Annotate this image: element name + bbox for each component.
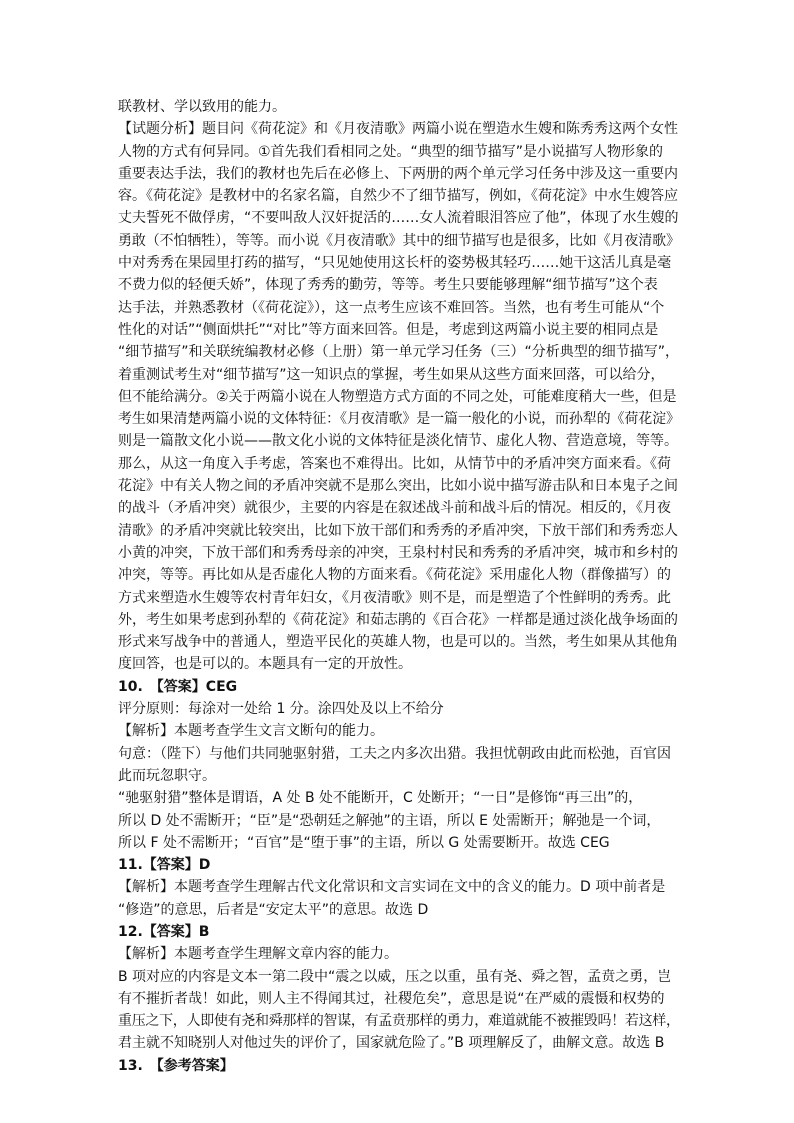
- text-line: 所以 F 处不需断开；“百官”是“堕于事”的主语，所以 G 处需要断开。故选 CEG: [118, 834, 610, 851]
- text-line: 方式来塑造水生嫂等农村青年妇女，《月夜清歌》则不是，而是塑造了个性鲜明的秀秀。此: [118, 589, 671, 606]
- text-line: “驰驱射猎”整体是谓语，A 处 B 处不能断开，C 处断开；“一日”是修饰“再三出”的，: [118, 790, 643, 807]
- text-line: 丈夫誓死不做俘虏，“不要叫敌人汉奸捉活的……女人流着眼泪答应了他”，体现了水生嫂的: [118, 210, 679, 227]
- text-line: 着重测试考生对“细节描写”这一知识点的掌握，考生如果从这些方面来回落，可以给分，: [118, 366, 665, 383]
- document-page: [118, 96, 680, 1077]
- text-line: 清歌》的矛盾冲突就比较突出，比如下放干部们和秀秀的矛盾冲突，下放干部们和秀秀恋人: [118, 522, 678, 539]
- answer-heading-13: 13. 【参考答案】: [118, 1057, 234, 1074]
- text-line: 【试题分析】题目问《荷花淀》和《月夜清歌》两篇小说在塑造水生嫂和陈秀秀这两个女性: [118, 121, 678, 138]
- text-line: 人物的方式有何异同。①首先我们看相同之处。“典型的细节描写”是小说描写人物形象的: [118, 143, 664, 160]
- answer-heading-11: 11.【答案】D: [118, 857, 211, 874]
- text-line: 那么，从这一角度入手考虑，答案也不难得出。比如，从情节中的矛盾冲突方面来看。《荷: [118, 455, 671, 472]
- text-line: 所以 D 处不需断开；“臣”是“恐朝廷之解弛”的主语，所以 E 处需断开；解弛是一个词，: [118, 812, 661, 829]
- text-line: 形式来写战争中的普通人，塑造平民化的英雄人物，也是可以的。当然，考生如果从其他角: [118, 634, 678, 651]
- text-line: 勇敢（不怕牺牲），等等。而小说《月夜清歌》其中的细节描写也是很多，比如《月夜清歌》: [118, 232, 680, 249]
- text-line: 的战斗（矛盾冲突）就很少，主要的内容是在叙述战斗前和战斗后的情况。相反的，《月夜: [118, 500, 671, 517]
- text-line: 君主就不知晓别人对他过失的评价了，国家就危险了。”B 项理解反了，曲解文意。故选 B: [118, 1035, 665, 1052]
- text-line: 有不摧折者哉！如此，则人主不得闻其过，社稷危矣”，意思是说“在严威的震慑和权势的: [118, 990, 665, 1007]
- text-line: 小黄的冲突，下放干部们和秀秀母亲的冲突，王泉村村民和秀秀的矛盾冲突，城市和乡村的: [118, 544, 678, 561]
- text-line: 中对秀秀在果园里打药的描写，“只见她使用这长杆的姿势极其轻巧……她干这活儿真是毫: [118, 255, 672, 272]
- text-line: 句意：（陛下）与他们共同驰驱射猎，工夫之内多次出猎。我担忧朝政由此而松弛，百官因: [118, 745, 671, 762]
- text-line: 度回答，也是可以的。本题具有一定的开放性。: [118, 656, 412, 673]
- text-line: “细节描写”和关联统编教材必修（上册）第一单元学习任务（三）“分析典型的细节描写”，: [118, 344, 680, 361]
- text-line: 达手法，并熟悉教材（《荷花淀》），这一点考生应该不难回答。当然，也有考生可能从“个: [118, 299, 665, 316]
- text-line: 【解析】本题考查学生理解古代文化常识和文言实词在文中的含义的能力。D 项中前者是: [118, 879, 666, 896]
- text-line: B 项对应的内容是文本一第二段中“震之以威，压之以重，虽有尧、舜之智，孟贲之勇，岂: [118, 968, 672, 985]
- text-line: “修造”的意思，后者是“安定太平”的意思。故选 D: [118, 901, 429, 918]
- text-line: 但不能给满分。②关于两篇小说在人物塑造方式方面的不同之处，可能难度稍大一些，但是: [118, 388, 677, 405]
- text-line: 重压之下，人即使有尧和舜那样的智谋，有孟贲那样的勇力，难道就能不被摧毁吗！若这样，: [118, 1013, 680, 1030]
- text-line: 外，考生如果考虑到孙犁的《荷花淀》和茹志鹃的《百合花》一样都是通过淡化战争场面的: [118, 611, 678, 628]
- answer-heading-10: 10. 【答案】CEG: [118, 678, 238, 695]
- text-line: 容。《荷花淀》是教材中的名家名篇，自然少不了细节描写，例如，《荷花淀》中水生嫂答应: [118, 188, 678, 205]
- text-line: 此而玩忽职守。: [118, 767, 216, 784]
- text-line: 冲突，等等。再比如从是否虚化人物的方面来看。《荷花淀》采用虚化人物（群像描写）的: [118, 567, 671, 584]
- text-line: 【解析】本题考查学生理解文章内容的能力。: [118, 946, 398, 963]
- answer-heading-12: 12.【答案】B: [118, 923, 210, 940]
- text-line: 重要表达手法，我们的教材也先后在必修上、下两册的两个单元学习任务中涉及这一重要内: [118, 165, 678, 182]
- text-line: 不费力似的轻便夭娇”，体现了秀秀的勤劳，等等。考生只要能够理解“细节描写”这个表: [118, 277, 658, 294]
- text-line: 则是一篇散文化小说——散文化小说的文体特征是淡化情节、虚化人物、营造意境，等等。: [118, 433, 678, 450]
- text-line: 【解析】本题考查学生文言文断句的能力。: [118, 723, 384, 740]
- text-line: 联教材、学以致用的能力。: [118, 99, 286, 115]
- text-line: 花淀》中有关人物之间的矛盾冲突就不是那么突出，比如小说中描写游击队和日本鬼子之间: [118, 478, 678, 495]
- text-line: 考生如果清楚两篇小说的文体特征：《月夜清歌》是一篇一般化的小说，而孙犁的《荷花淀》: [118, 411, 680, 428]
- text-line: 性化的对话”“侧面烘托”“对比”等方面来回答。但是，考虑到这两篇小说主要的相同点是: [118, 321, 659, 338]
- text-line: 评分原则：每涂对一处给 1 分。涂四处及以上不给分: [118, 701, 444, 718]
